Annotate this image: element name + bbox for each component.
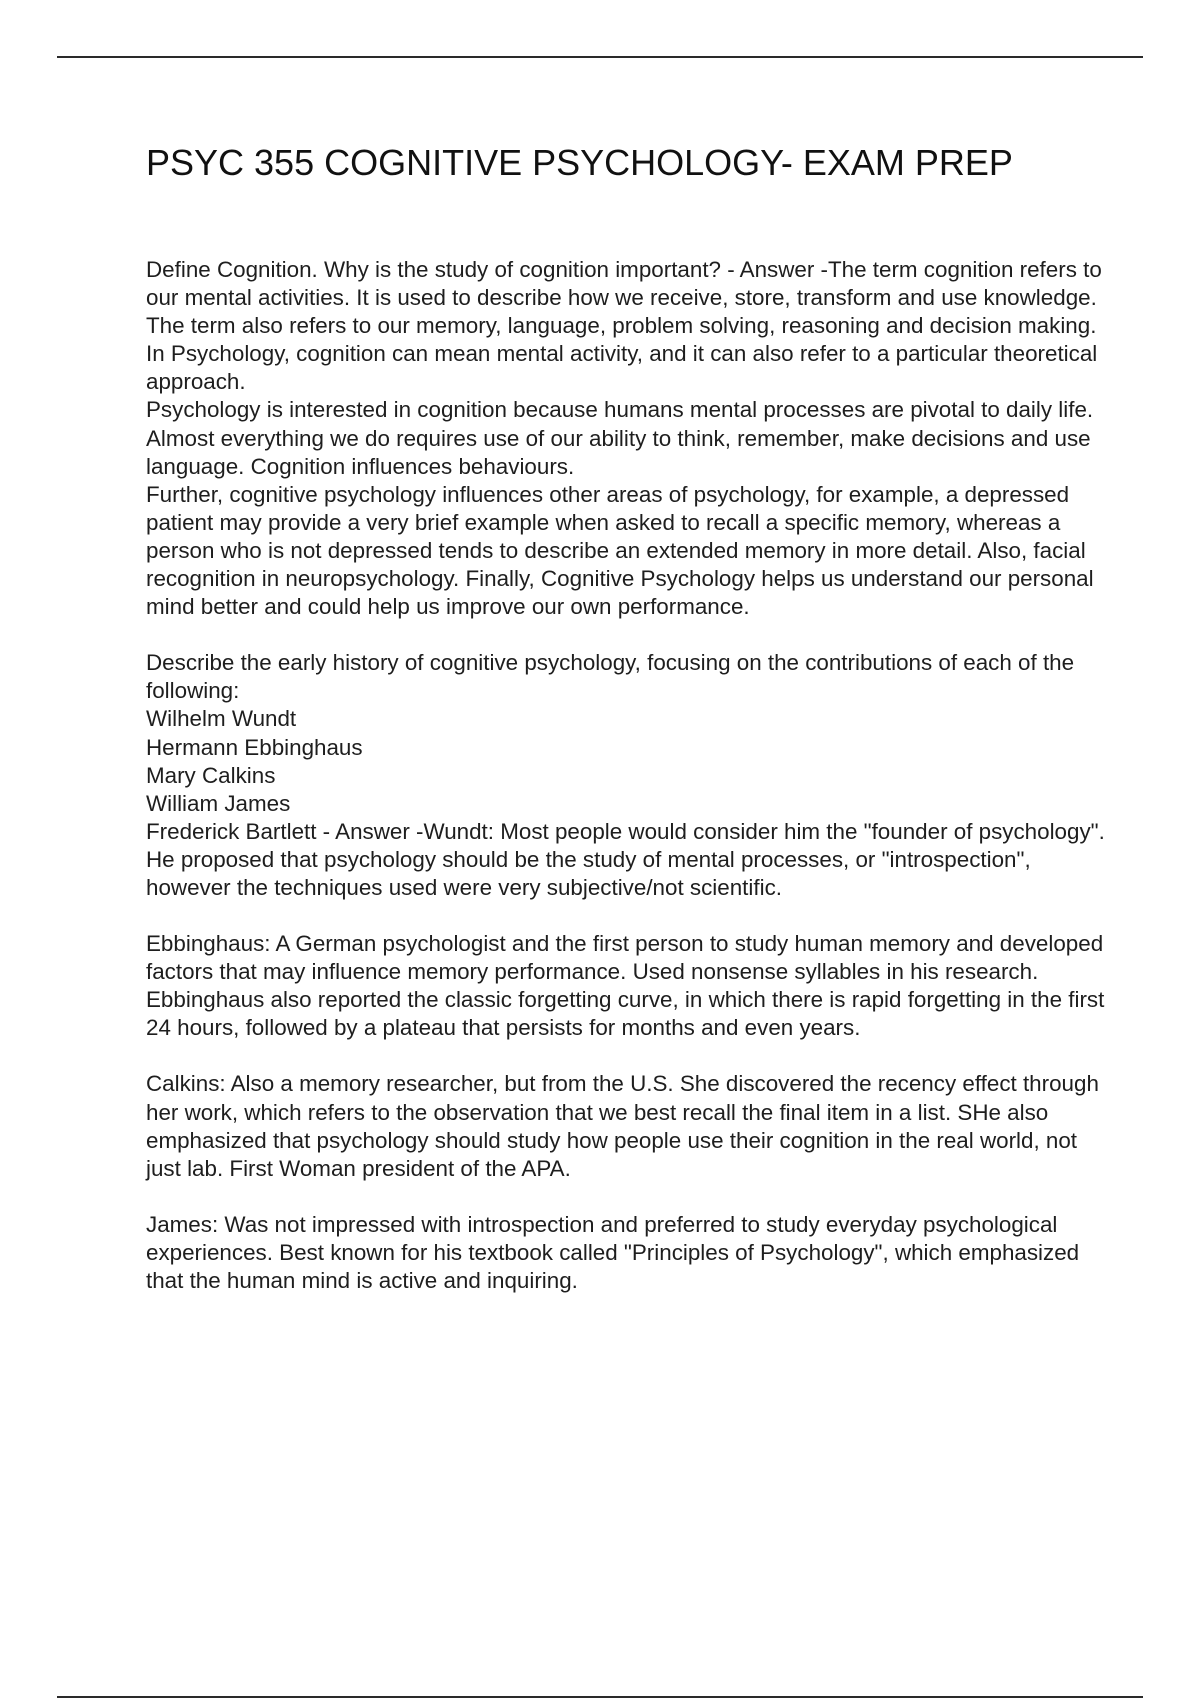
answer-paragraph-calkins: Calkins: Also a memory researcher, but from the U.S. She discovered the recency effect through her work, which refers to the observation that we best recall the final item in a list. SHe also emphasized that psychology should study how people use their cognition in the real world, not just lab. First Woman president of the APA. [146,1071,1099,1181]
answer-paragraph-james: James: Was not impressed with introspection and preferred to study everyday psychological experiences. Best known for his textbook called "Principles of Psychology", which emphasized that the human mind is active and inquiring. [146,1211,1080,1293]
answer-paragraph-importance: Psychology is interested in cognition because humans mental processes are pivotal to daily life. Almost everything we do requires use of our ability to think, remember, make decisions and use language. Cognition influences behaviours. [146,397,1094,479]
paragraph-gap [146,902,1106,930]
document-body [146,256,1106,1295]
top-divider [57,56,1143,58]
answer-paragraph-ebbinghaus: Ebbinghaus: A German psychologist and the first person to study human memory and developed factors that may influence memory performance. Used nonsense syllables in his research. Ebbinghaus also reported the classic forgetting curve, in which there is rapid forgetting in the first 24 hours, followed by a plateau that persists for months and even years. [146,931,1105,1041]
list-item: Hermann Ebbinghaus [146,734,363,760]
paragraph-gap [146,1183,1106,1211]
answer-paragraph-psychology-cognition: In Psychology, cognition can mean mental activity, and it can also refer to a particular theoretical approach. [146,341,1098,395]
page-title: PSYC 355 COGNITIVE PSYCHOLOGY- EXAM PREP [146,142,1013,183]
paragraph-gap [146,1042,1106,1070]
question-paragraph-history: Describe the early history of cognitive psychology, focusing on the contributions of each of the following: [146,650,1075,704]
list-item: William James [146,790,291,816]
answer-paragraph-influence: Further, cognitive psychology influences other areas of psychology, for example, a depressed patient may provide a very brief example when asked to recall a specific memory, whereas a person who is not depressed tends to describe an extended memory in more detail. Also, facial recognition in neuropsychology. Finally, Cognitive Psychology helps us understand our personal mind better and could help us improve our own performance. [146,481,1094,620]
bottom-divider [57,1696,1143,1698]
answer-paragraph-wundt: Frederick Bartlett - Answer -Wundt: Most people would consider him the "founder of psychology". He proposed that psychology should be the study of mental processes, or "introspection", however the techniques used were very subjective/not scientific. [146,818,1105,900]
answer-paragraph-cognition-definition: Define Cognition. Why is the study of cognition important? - Answer -The term cognition refers to our mental activities. It is used to describe how we receive, store, transform and use knowledge. The term also refers to our memory, language, problem solving, reasoning and decision making. [146,257,1102,339]
list-item: Mary Calkins [146,762,276,788]
list-item: Wilhelm Wundt [146,706,297,732]
paragraph-gap [146,621,1106,649]
